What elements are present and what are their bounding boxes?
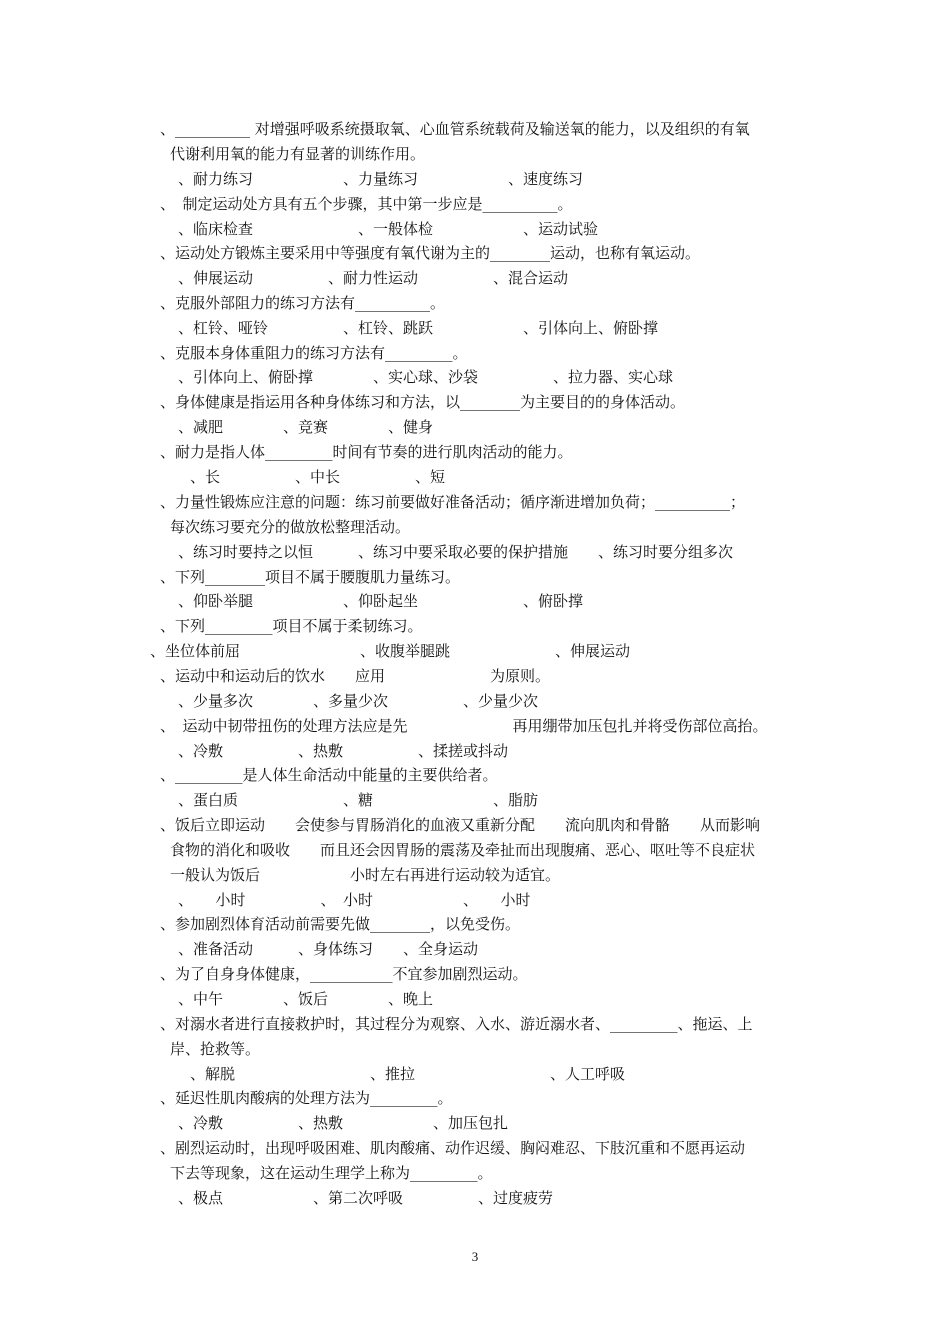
text-line: 、耐力练习 、力量练习 、速度练习 [178,170,584,188]
text-line: 、解脱 、推拉 、人工呼吸 [190,1065,626,1083]
text-line: 、冷敷 、热敷 、揉搓或抖动 [178,742,509,760]
text-line: 一般认为饭后 小时左右再进行运动较为适宜。 [170,866,561,884]
text-line: 、准备活动 、身体练习 、全身运动 [178,940,479,958]
text-line: 、 运动中韧带扭伤的处理方法应是先 再用绷带加压包扎并将受伤部位高抬。 [160,717,768,735]
text-line: 、克服外部阻力的练习方法有__________。 [160,294,446,312]
text-line: 、身体健康是指运用各种身体练习和方法，以________为主要目的的身体活动。 [160,393,686,411]
text-line: 、剧烈运动时，出现呼吸困难、肌肉酸痛、动作迟缓、胸闷难忍、下肢沉重和不愿再运动 [160,1139,746,1157]
text-line: 、参加剧烈体育活动前需要先做________，以免受伤。 [160,915,521,933]
text-line: 、 制定运动处方具有五个步骤，其中第一步应是__________。 [160,195,573,213]
text-line: 、耐力是指人体_________时间有节奏的进行肌肉活动的能力。 [160,443,573,461]
text-line: 、杠铃、哑铃 、杠铃、跳跃 、引体向上、俯卧撑 [178,319,659,337]
text-line: 、仰卧举腿 、仰卧起坐 、俯卧撑 [178,592,584,610]
text-line: 每次练习要充分的做放松整理活动。 [170,518,411,536]
text-line: 、练习时要持之以恒 、练习中要采取必要的保护措施 、练习时要分组多次 [178,543,734,561]
text-line: 、减肥 、竞赛 、健身 [178,418,434,436]
page-number: 3 [471,1249,479,1264]
text-line: 食物的消化和吸收 而且还会因胃肠的震荡及牵扯而出现腹痛、恶心、呕吐等不良症状 [170,841,756,859]
text-line: 、__________ 对增强呼吸系统摄取氧、心血管系统载荷及输送氧的能力，以及组织的有氧 [160,120,750,138]
text-line: 、下列_________项目不属于柔韧练习。 [160,617,423,635]
text-line: 、坐位体前屈 、收腹举腿跳 、伸展运动 [150,642,631,660]
text-line: 岸、抢救等。 [170,1040,261,1058]
text-line: 、力量性锻炼应注意的问题：练习前要做好准备活动；循序渐进增加负荷；__________； [160,493,746,511]
text-line: 代谢利用氧的能力有显著的训练作用。 [170,145,426,163]
text-line: 、克服本身体重阻力的练习方法有_________。 [160,344,468,362]
text-line: 、伸展运动 、耐力性运动 、混合运动 [178,269,569,287]
text-line: 下去等现象，这在运动生理学上称为_________。 [170,1164,493,1182]
text-line: 、长 、中长 、短 [190,468,446,486]
text-line: 、运动中和运动后的饮水 应用 为原则。 [160,667,551,685]
text-line: 、冷敷 、热敷 、加压包扎 [178,1114,509,1132]
text-line: 、极点 、第二次呼吸 、过度疲劳 [178,1189,554,1207]
text-line: 、_________是人体生命活动中能量的主要供给者。 [160,766,498,784]
text-line: 、少量多次 、多量少次 、少量少次 [178,692,539,710]
text-line: 、运动处方锻炼主要采用中等强度有氧代谢为主的________运动，也称有氧运动。 [160,244,701,262]
text-line: 、 小时 、 小时 、 小时 [178,891,531,909]
text-line: 、中午 、饭后 、晚上 [178,990,434,1008]
text-line: 、饭后立即运动 会使参与胃肠消化的血液又重新分配 流向肌肉和骨骼 从而影响 [160,816,761,834]
text-line: 、蛋白质 、糖 、脂肪 [178,791,539,809]
text-line: 、对溺水者进行直接救护时，其过程分为观察、入水、游近溺水者、_________、拖运、上 [160,1015,753,1033]
text-line: 、引体向上、俯卧撑 、实心球、沙袋 、拉力器、实心球 [178,368,674,386]
text-line: 、为了自身身体健康，___________不宜参加剧烈运动。 [160,965,528,983]
text-line: 、延迟性肌肉酸病的处理方法为_________。 [160,1089,453,1107]
text-line: 、临床检查 、一般体检 、运动试验 [178,220,599,238]
text-line: 、下列________项目不属于腰腹肌力量练习。 [160,568,461,586]
